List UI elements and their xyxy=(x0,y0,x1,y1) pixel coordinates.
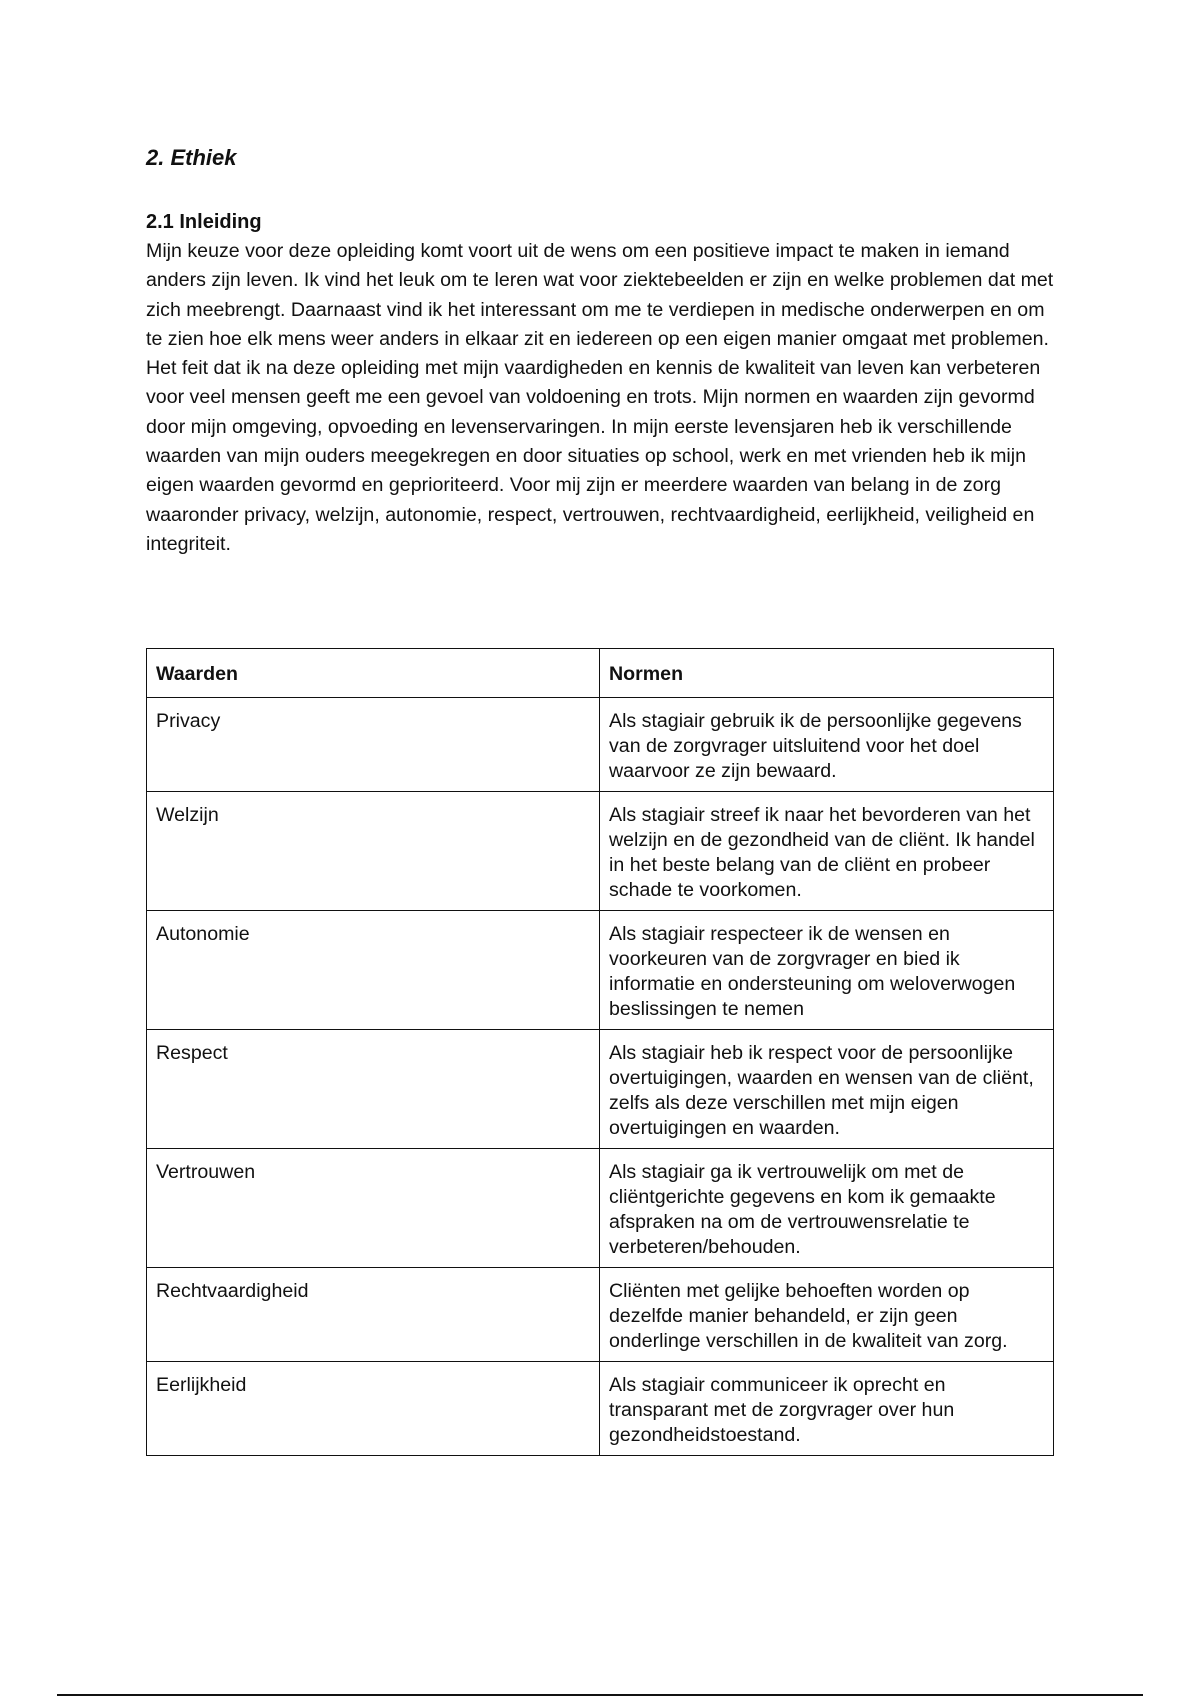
value-cell: Welzijn xyxy=(147,792,600,911)
value-cell: Respect xyxy=(147,1030,600,1149)
value-cell: Rechtvaardigheid xyxy=(147,1268,600,1362)
norm-cell: Als stagiair gebruik ik de persoonlijke gegevens van de zorgvrager uitsluitend voor het doel waarvoor ze zijn bewaard. xyxy=(600,698,1054,792)
value-cell: Privacy xyxy=(147,698,600,792)
norm-cell: Als stagiair streef ik naar het bevorderen van het welzijn en de gezondheid van de cliënt. Ik handel in het beste belang van de cliënt en probeer schade te voorkomen. xyxy=(600,792,1054,911)
values-norms-table xyxy=(146,648,1054,1456)
value-cell: Autonomie xyxy=(147,911,600,1030)
norm-cell: Als stagiair ga ik vertrouwelijk om met de cliëntgerichte gegevens en kom ik gemaakte afspraken na om de vertrouwensrelatie te verbeteren/behouden. xyxy=(600,1149,1054,1268)
subsection-title: 2.1 Inleiding xyxy=(146,211,262,233)
bottom-divider xyxy=(57,1694,1143,1696)
intro-paragraph: Mijn keuze voor deze opleiding komt voort uit de wens om een positieve impact te maken in iemand anders zijn leven. Ik vind het leuk om te leren wat voor ziektebeelden er zijn en welke problemen dat met zich meebrengt. Daarnaast vind ik het interessant om me te verdiepen in medische onderwerpen en om te zien hoe elk mens weer anders in elkaar zit en iedereen op een eigen manier omgaat met problemen. Het feit dat ik na deze opleiding met mijn vaardigheden en kennis de kwaliteit van leven kan verbeteren voor veel mensen geeft me een gevoel van voldoening en trots. Mijn normen en waarden zijn gevormd door mijn omgeving, opvoeding en levenservaringen. In mijn eerste levensjaren heb ik verschillende waarden van mijn ouders meegekregen en door situaties op school, werk en met vrienden heb ik mijn eigen waarden gevormd en geprioriteerd. Voor mij zijn er meerdere waarden van belang in de zorg waaronder privacy, welzijn, autonomie, respect, vertrouwen, rechtvaardigheid, eerlijkheid, veiligheid en integriteit. xyxy=(146,240,1054,555)
table-header-row xyxy=(147,649,1054,698)
value-cell: Vertrouwen xyxy=(147,1149,600,1268)
table-row xyxy=(147,1030,1054,1149)
table-row xyxy=(147,1268,1054,1362)
header-waarden: Waarden xyxy=(147,649,600,698)
norm-cell: Als stagiair respecteer ik de wensen en voorkeuren van de zorgvrager en bied ik informatie en ondersteuning om weloverwogen beslissingen te nemen xyxy=(600,911,1054,1030)
table-row xyxy=(147,698,1054,792)
table-row xyxy=(147,1362,1054,1456)
table-row xyxy=(147,792,1054,911)
value-cell: Eerlijkheid xyxy=(147,1362,600,1456)
section-title: 2. Ethiek xyxy=(146,145,237,170)
table-row xyxy=(147,1149,1054,1268)
norm-cell: Als stagiair communiceer ik oprecht en transparant met de zorgvrager over hun gezondheidstoestand. xyxy=(600,1362,1054,1456)
norm-cell: Cliënten met gelijke behoeften worden op dezelfde manier behandeld, er zijn geen onderlinge verschillen in de kwaliteit van zorg. xyxy=(600,1268,1054,1362)
norm-cell: Als stagiair heb ik respect voor de persoonlijke overtuigingen, waarden en wensen van de cliënt, zelfs als deze verschillen met mijn eigen overtuigingen en waarden. xyxy=(600,1030,1054,1149)
header-normen: Normen xyxy=(600,649,1054,698)
table-row xyxy=(147,911,1054,1030)
